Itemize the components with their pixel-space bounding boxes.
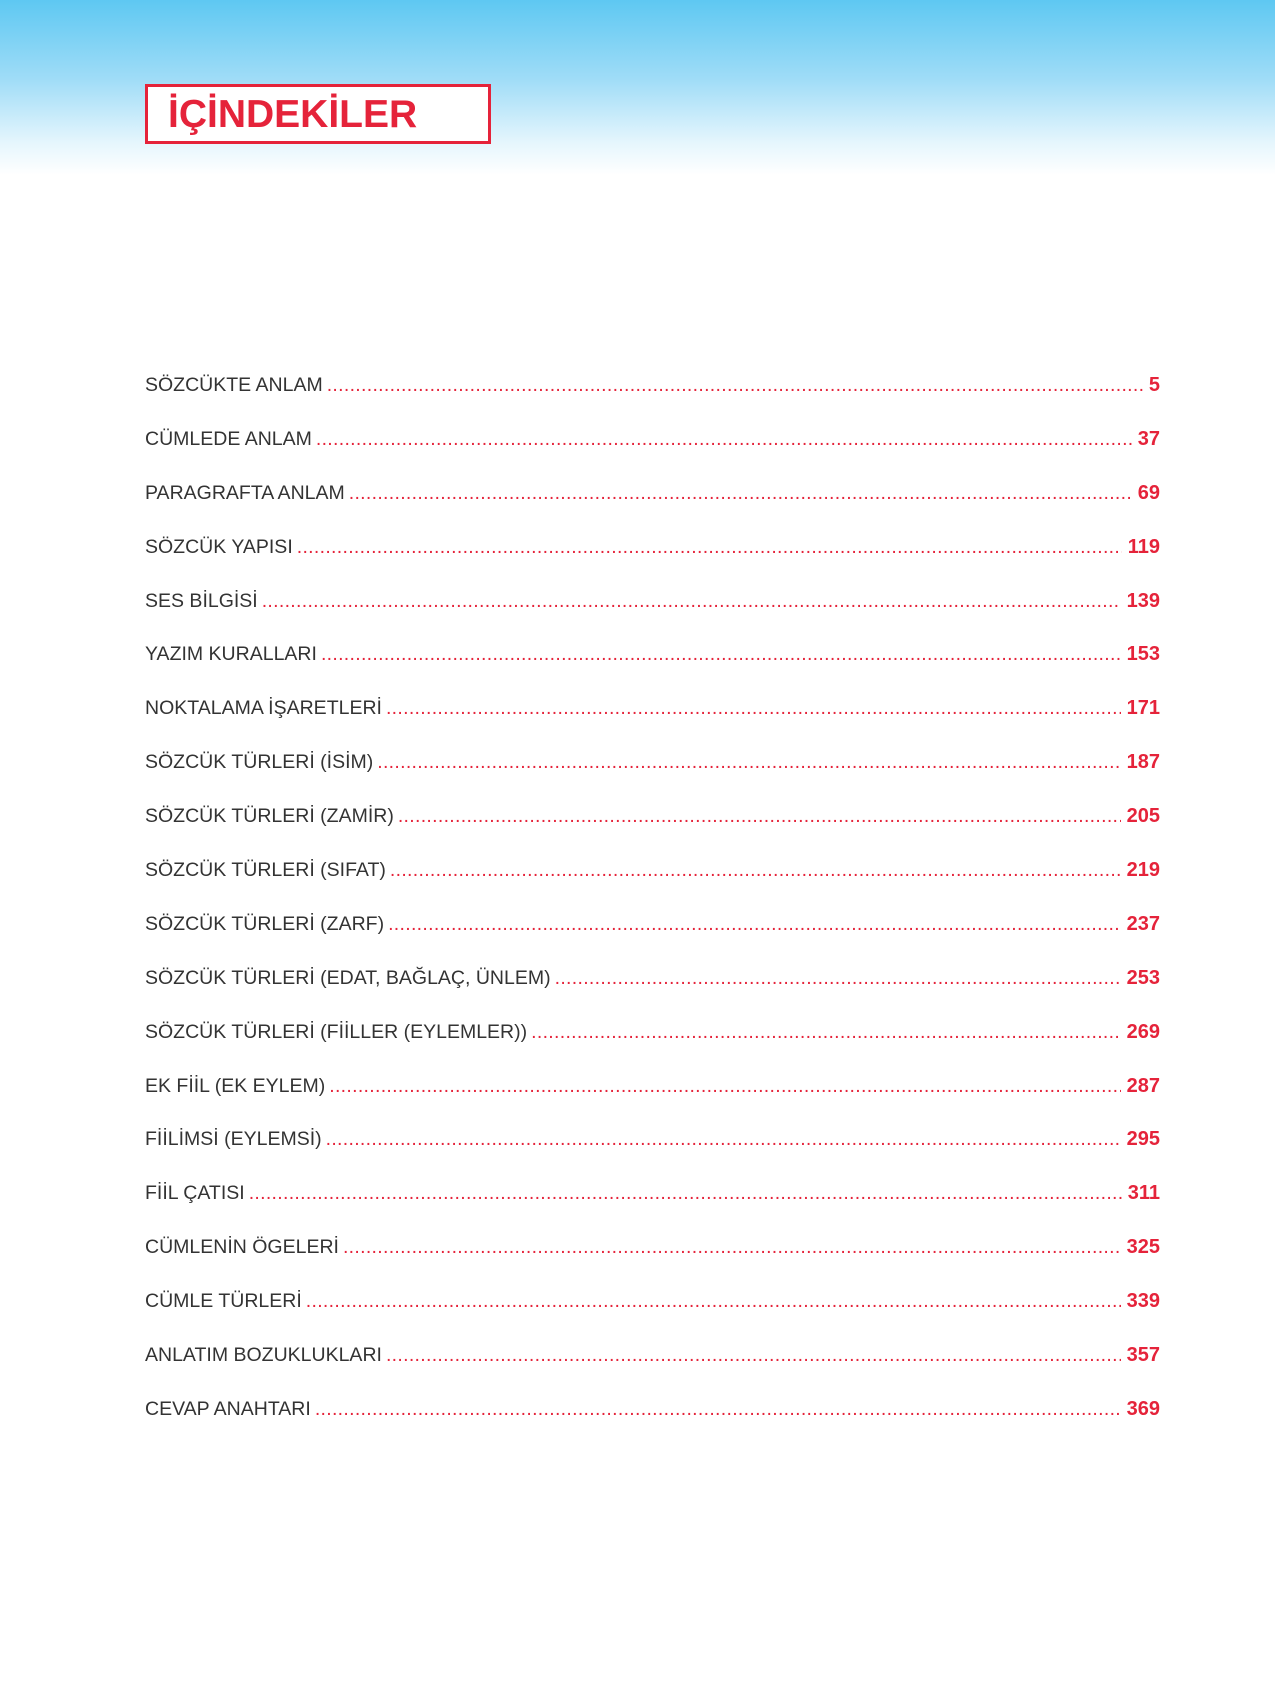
toc-entry-title: FİİLİMSİ (EYLEMSİ) xyxy=(145,1128,322,1151)
dot-leader xyxy=(555,967,1121,990)
toc-entry-title: PARAGRAFTA ANLAM xyxy=(145,481,345,504)
toc-entry-page: 219 xyxy=(1126,859,1160,882)
toc-entry-page: 153 xyxy=(1126,643,1160,666)
toc-entry-title: CÜMLENİN ÖGELERİ xyxy=(145,1236,339,1259)
toc-entry-title: SÖZCÜK TÜRLERİ (ZARF) xyxy=(145,912,385,935)
dot-leader xyxy=(386,1344,1121,1367)
toc-entry-title: EK FİİL (EK EYLEM) xyxy=(145,1074,326,1097)
toc-entry-title: YAZIM KURALLARI xyxy=(145,643,317,666)
dot-leader xyxy=(306,1290,1121,1313)
table-of-contents xyxy=(145,374,1160,1452)
toc-entry-page: 325 xyxy=(1126,1236,1160,1259)
dot-leader xyxy=(377,751,1120,774)
toc-entry-title: SÖZCÜK TÜRLERİ (ZAMİR) xyxy=(145,805,394,828)
toc-entry-page: 287 xyxy=(1126,1074,1160,1097)
dot-leader xyxy=(262,590,1121,613)
toc-entry[interactable] xyxy=(145,482,1160,536)
toc-entry-page: 339 xyxy=(1126,1290,1160,1313)
toc-entry[interactable] xyxy=(145,1236,1160,1290)
toc-entry-title: CÜMLE TÜRLERİ xyxy=(145,1290,302,1313)
dot-leader xyxy=(398,805,1121,828)
toc-entry-title: SÖZCÜKTE ANLAM xyxy=(145,374,323,396)
dot-leader xyxy=(327,374,1143,397)
dot-leader xyxy=(349,482,1132,505)
dot-leader xyxy=(388,913,1121,936)
toc-entry-page: 69 xyxy=(1137,481,1160,504)
toc-entry-title: SÖZCÜK TÜRLERİ (SIFAT) xyxy=(145,859,386,882)
toc-entry-page: 369 xyxy=(1126,1397,1160,1420)
toc-entry[interactable] xyxy=(145,643,1160,697)
toc-entry[interactable] xyxy=(145,428,1160,482)
toc-entry-page: 237 xyxy=(1126,912,1160,935)
toc-entry[interactable] xyxy=(145,859,1160,913)
toc-entry[interactable] xyxy=(145,805,1160,859)
dot-leader xyxy=(326,1128,1121,1151)
dot-leader xyxy=(329,1075,1120,1098)
toc-entry[interactable] xyxy=(145,374,1160,428)
dot-leader xyxy=(297,536,1122,559)
toc-entry-page: 253 xyxy=(1126,966,1160,989)
toc-entry-title: SÖZCÜK TÜRLERİ (EDAT, BAĞLAÇ, ÜNLEM) xyxy=(145,966,551,989)
toc-entry-page: 187 xyxy=(1126,751,1160,774)
toc-entry[interactable] xyxy=(145,913,1160,967)
toc-entry-title: ANLATIM BOZUKLUKLARI xyxy=(145,1344,382,1367)
dot-leader xyxy=(321,643,1121,666)
toc-entry-title: SÖZCÜK TÜRLERİ (İSİM) xyxy=(145,751,374,774)
dot-leader xyxy=(315,1398,1121,1421)
toc-entry[interactable] xyxy=(145,1398,1160,1452)
toc-entry-title: SES BİLGİSİ xyxy=(145,589,258,612)
toc-entry[interactable] xyxy=(145,536,1160,590)
toc-entry-page: 119 xyxy=(1127,535,1160,558)
toc-entry-title: FİİL ÇATISI xyxy=(145,1182,245,1205)
toc-entry[interactable] xyxy=(145,1128,1160,1182)
dot-leader xyxy=(531,1021,1120,1044)
dot-leader xyxy=(343,1236,1121,1259)
toc-entry-title: CÜMLEDE ANLAM xyxy=(145,427,312,450)
toc-entry-page: 311 xyxy=(1127,1182,1160,1205)
toc-entry-page: 269 xyxy=(1126,1020,1160,1043)
dot-leader xyxy=(249,1182,1122,1205)
toc-entry[interactable] xyxy=(145,590,1160,644)
toc-entry-title: SÖZCÜK TÜRLERİ (FİİLLER (EYLEMLER)) xyxy=(145,1020,528,1043)
dot-leader xyxy=(390,859,1121,882)
toc-entry[interactable] xyxy=(145,1075,1160,1129)
dot-leader xyxy=(386,697,1121,720)
toc-entry-page: 171 xyxy=(1126,697,1160,720)
toc-entry-page: 37 xyxy=(1137,427,1160,450)
toc-entry[interactable] xyxy=(145,697,1160,751)
dot-leader xyxy=(316,428,1132,451)
toc-entry[interactable] xyxy=(145,1021,1160,1075)
toc-entry[interactable] xyxy=(145,1182,1160,1236)
toc-entry[interactable] xyxy=(145,967,1160,1021)
toc-entry-title: NOKTALAMA İŞARETLERİ xyxy=(145,697,382,720)
toc-entry-page: 205 xyxy=(1126,805,1160,828)
toc-entry-page: 139 xyxy=(1126,589,1160,612)
toc-entry[interactable] xyxy=(145,751,1160,805)
toc-entry-title: CEVAP ANAHTARI xyxy=(145,1397,311,1420)
toc-entry-page: 357 xyxy=(1126,1344,1160,1367)
page-title: İÇİNDEKİLER xyxy=(168,93,418,136)
toc-entry[interactable] xyxy=(145,1290,1160,1344)
toc-entry-page: 295 xyxy=(1126,1128,1160,1151)
toc-entry-title: SÖZCÜK YAPISI xyxy=(145,535,293,558)
toc-entry[interactable] xyxy=(145,1344,1160,1398)
toc-entry-page: 5 xyxy=(1148,374,1160,396)
title-frame xyxy=(145,84,491,144)
